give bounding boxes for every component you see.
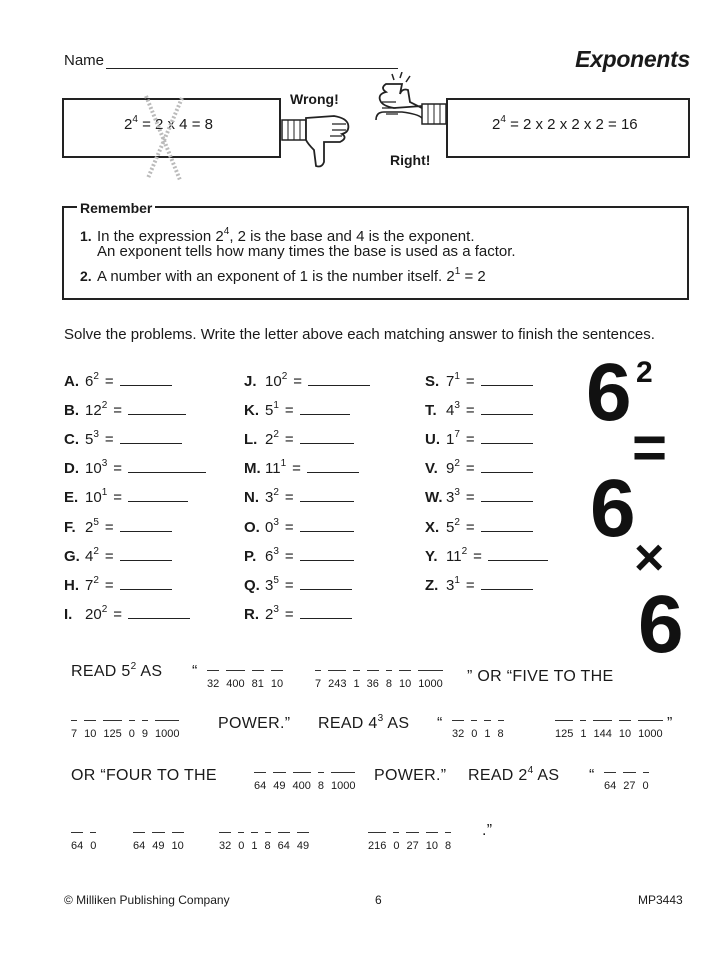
problem-letter: D.: [64, 460, 79, 478]
problem-col3-3: [425, 459, 533, 477]
answer-code: 144: [593, 728, 612, 740]
answer-blank[interactable]: [481, 518, 533, 532]
answer-slot[interactable]: [271, 670, 283, 690]
answer-code: 8: [317, 780, 324, 792]
answer-code: 64: [604, 780, 617, 792]
answer-blank[interactable]: [488, 547, 548, 561]
answer-blank[interactable]: [300, 547, 354, 561]
footer-code: MP3443: [638, 893, 683, 907]
answer-blank[interactable]: [300, 430, 354, 444]
answer-group-2[interactable]: [315, 670, 450, 692]
problem-col2-7: [244, 576, 352, 594]
answer-code: 1000: [638, 728, 663, 740]
answer-blank[interactable]: [300, 576, 352, 590]
problem-expression: $5^3$ =: [85, 429, 114, 449]
problem-expression: $20^2$ =: [85, 603, 123, 623]
puzzle-power-2: POWER.”: [374, 767, 447, 784]
answer-code: 1000: [418, 678, 443, 690]
problem-expression: $6^2$ =: [85, 371, 114, 390]
wrong-label: Wrong!: [290, 91, 339, 107]
problem-col3-1: [425, 401, 533, 419]
answer-blank[interactable]: [300, 518, 354, 532]
answer-slot[interactable]: [638, 720, 662, 740]
problem-col3-2: [425, 430, 533, 448]
answer-code: 10: [425, 840, 438, 852]
problem-expression: $10^3$ =: [85, 458, 123, 478]
problem-expression: $2^3$ =: [265, 603, 294, 623]
thumbs-down-icon: [280, 110, 358, 172]
answer-code: 64: [133, 840, 146, 852]
answer-slot[interactable]: [399, 670, 411, 690]
instructions: Solve the problems. Write the letter above each matching answer to finish the sentences.: [64, 326, 655, 343]
answer-slot[interactable]: [604, 772, 616, 792]
problem-letter: G.: [64, 547, 80, 565]
problem-col2-0: [244, 372, 370, 390]
page-title: Exponents: [575, 46, 690, 72]
answer-code: 36: [366, 678, 379, 690]
answer-code: 10: [84, 728, 97, 740]
puzzle-read-5: READ $5^2$ AS: [71, 661, 163, 680]
answer-code: 81: [251, 678, 264, 690]
answer-blank[interactable]: [481, 372, 533, 386]
problem-expression: $2^2$ =: [265, 429, 294, 449]
problem-expression: $4^3$ =: [446, 400, 475, 420]
answer-slot[interactable]: [297, 832, 309, 852]
answer-slot[interactable]: [328, 670, 346, 690]
problem-col1-6: [64, 547, 172, 565]
answer-code: 0: [128, 728, 135, 740]
answer-slot[interactable]: [207, 670, 219, 690]
problem-expression: $10^1$ =: [85, 487, 123, 507]
answer-blank[interactable]: [481, 401, 533, 415]
problem-col1-4: [64, 488, 188, 506]
answer-code: 1000: [154, 728, 180, 740]
answer-slot[interactable]: [619, 720, 631, 740]
answer-slot[interactable]: [623, 772, 635, 792]
answer-code: 27: [623, 780, 636, 792]
answer-code: 10: [171, 840, 184, 852]
answer-group-1[interactable]: [207, 670, 290, 692]
answer-blank[interactable]: [120, 430, 182, 444]
answer-slot[interactable]: [278, 832, 290, 852]
answer-blank[interactable]: [120, 576, 172, 590]
problem-letter: K.: [244, 402, 259, 420]
puzzle-read-4: READ $4^3$ AS: [318, 713, 410, 732]
answer-code: 49: [273, 780, 286, 792]
footer-page-number: 6: [375, 893, 382, 907]
answer-slot[interactable]: [315, 670, 321, 690]
answer-group-3[interactable]: [71, 720, 186, 742]
problem-expression: $0^3$ =: [265, 516, 294, 536]
answer-code: 0: [238, 840, 245, 852]
problem-letter: Q.: [244, 576, 260, 594]
problem-expression: $1^7$ =: [446, 429, 475, 449]
answer-slot[interactable]: [273, 772, 285, 792]
answer-slot[interactable]: [484, 720, 490, 740]
footer-copyright: © Milliken Publishing Company: [64, 893, 230, 907]
answer-blank[interactable]: [120, 518, 172, 532]
problem-col1-3: [64, 459, 206, 477]
problem-letter: E.: [64, 489, 79, 507]
answer-slot[interactable]: [129, 720, 135, 740]
answer-code: 400: [292, 780, 311, 792]
problem-letter: N.: [244, 489, 259, 507]
problem-col2-4: [244, 488, 354, 506]
answer-slot[interactable]: [219, 832, 231, 852]
answer-code: 8: [444, 840, 452, 852]
right-example-box: [446, 98, 690, 158]
problem-expression: $2^5$ =: [85, 516, 114, 536]
problem-letter: L.: [244, 431, 258, 449]
answer-code: 64: [277, 840, 290, 852]
problem-letter: U.: [425, 431, 440, 449]
remember-title: Remember: [77, 200, 155, 216]
answer-blank[interactable]: [481, 488, 533, 502]
problem-expression: $7^1$ =: [446, 371, 475, 390]
answer-slot[interactable]: [152, 832, 164, 852]
problem-expression: $11^2$ =: [446, 545, 482, 565]
answer-slot[interactable]: [406, 832, 418, 852]
name-field[interactable]: [106, 68, 398, 69]
answer-slot[interactable]: [103, 720, 121, 740]
problem-col2-2: [244, 430, 354, 448]
problem-letter: A.: [64, 373, 79, 390]
problem-col3-7: [425, 576, 533, 594]
puzzle-four-to-the: OR “FOUR TO THE: [71, 767, 217, 784]
problem-col3-0: [425, 372, 533, 390]
answer-blank[interactable]: [308, 372, 370, 386]
problem-letter: F.: [64, 518, 76, 536]
answer-code: 64: [254, 780, 267, 792]
answer-code: 1: [484, 728, 491, 740]
answer-blank[interactable]: [120, 547, 172, 561]
answer-code: 0: [471, 728, 478, 740]
answer-blank[interactable]: [128, 459, 206, 473]
answer-slot[interactable]: [555, 720, 573, 740]
answer-group-11[interactable]: [368, 832, 458, 854]
answer-code: 125: [555, 728, 574, 740]
answer-code: 32: [452, 728, 465, 740]
problem-col3-6: [425, 547, 548, 565]
puzzle-power-1: POWER.”: [218, 715, 291, 732]
problem-letter: T.: [425, 402, 437, 420]
problem-letter: X.: [425, 518, 440, 536]
problem-letter: V.: [425, 460, 438, 478]
answer-code: 64: [71, 840, 84, 852]
remember-item-1-line-2: An exponent tells how many times the base is used as a factor.: [97, 243, 516, 260]
answer-code: 1: [251, 840, 258, 852]
problem-expression: $4^2$ =: [85, 545, 114, 565]
problem-col1-0: [64, 372, 172, 390]
answer-code: 49: [296, 840, 310, 852]
problem-col3-4: [425, 488, 533, 506]
answer-slot[interactable]: [593, 720, 611, 740]
answer-slot[interactable]: [418, 670, 442, 690]
answer-code: 0: [90, 840, 97, 852]
problem-expression: $9^2$ =: [446, 458, 475, 478]
big-base-2: 6: [590, 463, 636, 554]
answer-slot[interactable]: [133, 832, 145, 852]
answer-group-6[interactable]: [254, 772, 362, 794]
answer-slot[interactable]: [251, 832, 257, 852]
answer-code: 27: [406, 840, 419, 852]
remember-item-2: 2. A number with an exponent of 1 is the number itself. $2^1 = 2$: [80, 266, 486, 285]
answer-code: 8: [264, 840, 271, 852]
answer-group-8[interactable]: [71, 832, 103, 854]
answer-blank[interactable]: [300, 605, 352, 619]
problem-col1-5: [64, 518, 172, 536]
answer-code: 1000: [330, 780, 356, 792]
problem-col1-1: [64, 401, 186, 419]
answer-slot[interactable]: [172, 832, 184, 852]
problem-letter: S.: [425, 373, 440, 390]
answer-blank[interactable]: [128, 401, 186, 415]
problem-letter: M.: [244, 460, 261, 478]
problem-col2-3: [244, 459, 359, 477]
answer-blank[interactable]: [481, 459, 533, 473]
answer-slot[interactable]: [71, 832, 83, 852]
problem-letter: Z.: [425, 576, 439, 594]
problem-expression: $11^1$ =: [265, 458, 301, 478]
puzzle-close-quote-2: ”: [667, 715, 673, 732]
answer-blank[interactable]: [307, 459, 359, 473]
answer-slot[interactable]: [293, 772, 311, 792]
answer-code: 243: [328, 678, 347, 690]
big-base-3: 6: [638, 579, 684, 670]
answer-slot[interactable]: [445, 832, 451, 852]
answer-code: 10: [270, 678, 284, 690]
answer-slot[interactable]: [90, 832, 96, 852]
answer-code: 9: [141, 728, 148, 740]
problem-letter: J.: [244, 373, 257, 390]
answer-group-4[interactable]: [452, 720, 511, 742]
answer-code: 32: [207, 678, 220, 690]
puzzle-five-to-the: ” OR “FIVE TO THE: [467, 668, 614, 685]
problem-expression: $5^2$ =: [446, 516, 475, 536]
right-label: Right!: [390, 152, 431, 168]
problem-expression: $3^3$ =: [446, 487, 475, 507]
answer-blank[interactable]: [128, 488, 188, 502]
answer-slot[interactable]: [368, 832, 386, 852]
answer-code: 10: [398, 678, 412, 690]
problem-expression: $5^1$ =: [265, 400, 294, 420]
answer-slot[interactable]: [643, 772, 649, 792]
big-exponent: 2: [636, 356, 653, 389]
answer-blank[interactable]: [120, 372, 172, 386]
answer-blank[interactable]: [481, 576, 533, 590]
answer-code: 7: [71, 728, 78, 740]
puzzle-end-quote: .”: [482, 822, 493, 839]
answer-code: 216: [368, 840, 387, 852]
answer-slot[interactable]: [238, 832, 244, 852]
answer-slot[interactable]: [498, 720, 504, 740]
answer-slot[interactable]: [252, 670, 264, 690]
big-equals: =: [632, 414, 668, 481]
answer-code: 10: [618, 728, 632, 740]
answer-code: 125: [103, 728, 122, 740]
answer-code: 8: [385, 678, 392, 690]
problem-expression: $10^2$ =: [265, 371, 303, 390]
problem-col3-5: [425, 518, 533, 536]
big-base-1: 6: [586, 347, 632, 438]
right-example-text: $2^4 = 2$ x 2 x 2 x 2 = 16: [492, 114, 638, 133]
answer-code: 32: [219, 840, 232, 852]
answer-slot[interactable]: [580, 720, 586, 740]
answer-slot[interactable]: [367, 670, 379, 690]
problem-col2-8: [244, 605, 352, 623]
problem-expression: $12^2$ =: [85, 400, 123, 420]
problem-expression: $3^1$ =: [446, 574, 475, 594]
answer-code: 8: [497, 728, 504, 740]
problem-letter: W.: [425, 489, 443, 507]
puzzle-open-quote-3: “: [589, 767, 595, 784]
problem-expression: $7^2$ =: [85, 574, 114, 594]
problem-expression: $6^3$ =: [265, 545, 294, 565]
answer-code: 0: [642, 780, 649, 792]
problem-letter: R.: [244, 605, 259, 623]
answer-slot[interactable]: [426, 832, 438, 852]
puzzle-open-quote-1: “: [192, 663, 198, 680]
answer-slot[interactable]: [265, 832, 271, 852]
problem-col1-2: [64, 430, 182, 448]
problem-col2-6: [244, 547, 354, 565]
answer-code: 1: [353, 678, 360, 690]
problem-letter: I.: [64, 605, 73, 623]
answer-slot[interactable]: [353, 670, 359, 690]
puzzle-read-2: READ $2^4$ AS: [468, 765, 560, 784]
answer-group-9[interactable]: [133, 832, 191, 854]
answer-slot[interactable]: [71, 720, 77, 740]
answer-code: 0: [393, 840, 400, 852]
problem-col2-1: [244, 401, 350, 419]
answer-slot[interactable]: [331, 772, 355, 792]
problem-letter: P.: [244, 547, 257, 565]
answer-slot[interactable]: [142, 720, 148, 740]
problem-letter: B.: [64, 402, 79, 420]
answer-group-7[interactable]: [604, 772, 656, 794]
answer-code: 1: [580, 728, 587, 740]
answer-slot[interactable]: [254, 772, 266, 792]
answer-blank[interactable]: [300, 488, 354, 502]
thumbs-up-icon: [372, 72, 450, 152]
problem-letter: C.: [64, 431, 79, 449]
answer-group-10[interactable]: [219, 832, 316, 854]
problem-col1-7: [64, 576, 172, 594]
answer-slot[interactable]: [386, 670, 392, 690]
answer-slot[interactable]: [471, 720, 477, 740]
answer-slot[interactable]: [84, 720, 96, 740]
problem-letter: Y.: [425, 547, 438, 565]
big-times: ×: [634, 529, 665, 587]
answer-code: 400: [226, 678, 245, 690]
problem-letter: H.: [64, 576, 79, 594]
problem-col1-8: [64, 605, 190, 623]
cross-out-mark: [138, 92, 190, 186]
name-label: Name: [64, 52, 105, 69]
answer-code: 7: [315, 678, 322, 690]
answer-blank[interactable]: [128, 605, 190, 619]
answer-slot[interactable]: [155, 720, 179, 740]
answer-slot[interactable]: [226, 670, 244, 690]
answer-slot[interactable]: [393, 832, 399, 852]
remember-item-1: 1. In the expression $2^4$, 2 is the base and 4 is the exponent.: [80, 226, 475, 245]
answer-slot[interactable]: [318, 772, 324, 792]
problem-expression: $3^2$ =: [265, 487, 294, 507]
wrong-example-text: $2^4 = 2$ x 4 = 8: [124, 114, 213, 133]
answer-blank[interactable]: [481, 430, 533, 444]
problem-expression: $3^5$ =: [265, 574, 294, 594]
answer-slot[interactable]: [452, 720, 464, 740]
answer-blank[interactable]: [300, 401, 350, 415]
answer-code: 49: [152, 840, 165, 852]
problem-letter: O.: [244, 518, 260, 536]
answer-group-5[interactable]: [555, 720, 670, 742]
problem-col2-5: [244, 518, 354, 536]
puzzle-open-quote-2: “: [437, 715, 443, 732]
